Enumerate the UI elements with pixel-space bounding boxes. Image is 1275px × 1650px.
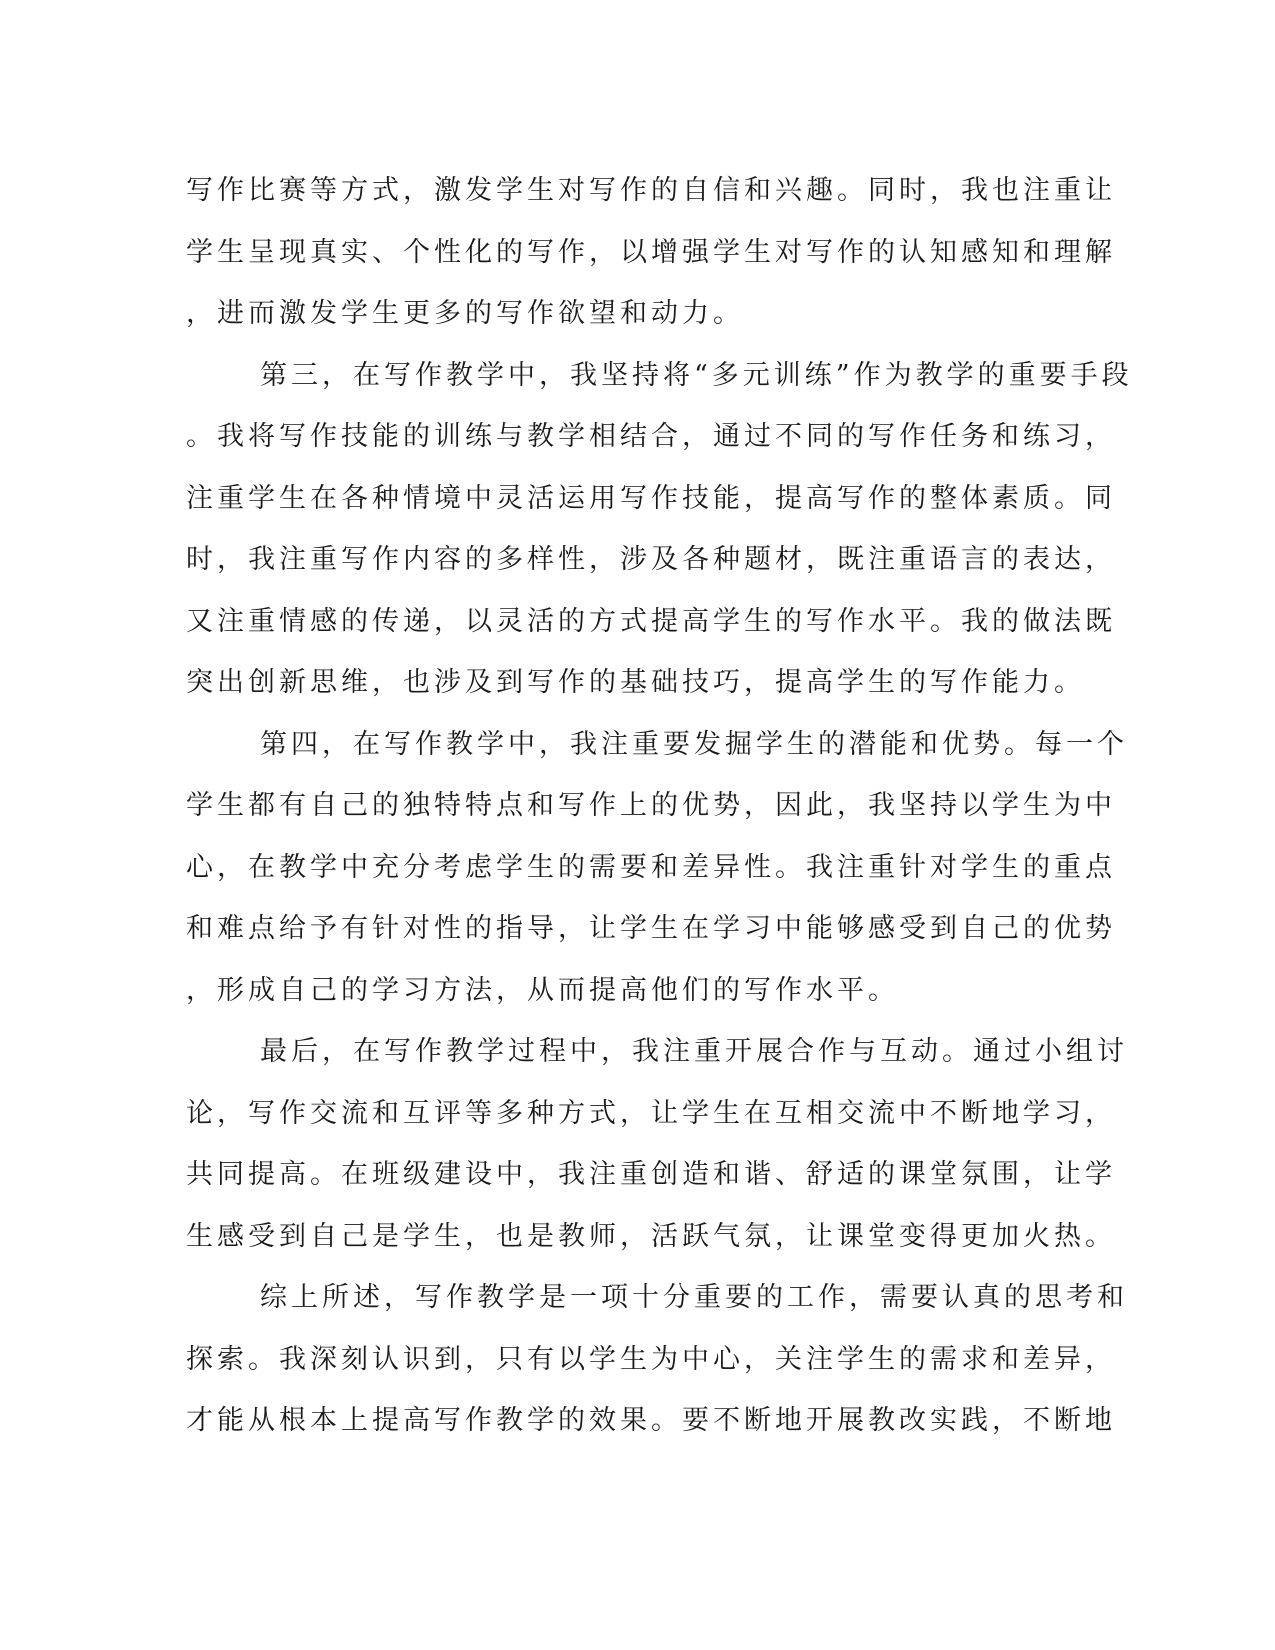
text-line: 论，写作交流和互评等多种方式，让学生在互相交流中不断地学习， — [186, 1097, 1116, 1129]
paragraph-start-line: 最后，在写作教学过程中，我注重开展合作与互动。通过小组讨 — [260, 1036, 1128, 1067]
text-line: 又注重情感的传递，以灵活的方式提高学生的写作水平。我的做法既 — [186, 605, 1116, 637]
text-line: 突出创新思维，也涉及到写作的基础技巧，提高学生的写作能力。 — [186, 667, 1085, 698]
text-line: 和难点给予有针对性的指导，让学生在学习中能够感受到自己的优势 — [186, 913, 1116, 944]
text-line: 注重学生在各种情境中灵活运用写作技能，提高写作的整体素质。同 — [186, 482, 1116, 514]
paragraph-start-line: 综上所述，写作教学是一项十分重要的工作，需要认真的思考和 — [260, 1282, 1128, 1313]
text-line: ，进而激发学生更多的写作欲望和动力。 — [186, 298, 744, 329]
text-line: 学生都有自己的独特特点和写作上的优势，因此，我坚持以学生为中 — [186, 790, 1116, 821]
text-line: 心，在教学中充分考虑学生的需要和差异性。我注重针对学生的重点 — [186, 851, 1116, 883]
text-line: ，形成自己的学习方法，从而提高他们的写作水平。 — [186, 974, 899, 1006]
paragraph-start-line: 第四，在写作教学中，我注重要发掘学生的潜能和优势。每一个 — [260, 728, 1128, 760]
document-body — [186, 160, 1133, 1452]
text-line: 学生呈现真实、个性化的写作，以增强学生对写作的认知感知和理解 — [186, 236, 1116, 268]
text-line: 写作比赛等方式，激发学生对写作的自信和兴趣。同时，我也注重让 — [186, 175, 1116, 206]
text-line: 才能从根本上提高写作教学的效果。要不断地开展教改实践，不断地 — [186, 1405, 1116, 1436]
text-line: 生感受到自己是学生，也是教师，活跃气氛，让课堂变得更加火热。 — [186, 1220, 1116, 1252]
text-line: 时，我注重写作内容的多样性，涉及各种题材，既注重语言的表达， — [186, 544, 1116, 575]
paragraph-start-line: 第三，在写作教学中，我坚持将“多元训练”作为教学的重要手段 — [260, 359, 1133, 391]
text-line: 共同提高。在班级建设中，我注重创造和谐、舒适的课堂氛围，让学 — [186, 1159, 1116, 1190]
text-line: 。我将写作技能的训练与教学相结合，通过不同的写作任务和练习， — [186, 421, 1116, 452]
text-line: 探索。我深刻认识到，只有以学生为中心，关注学生的需求和差异， — [186, 1343, 1116, 1375]
